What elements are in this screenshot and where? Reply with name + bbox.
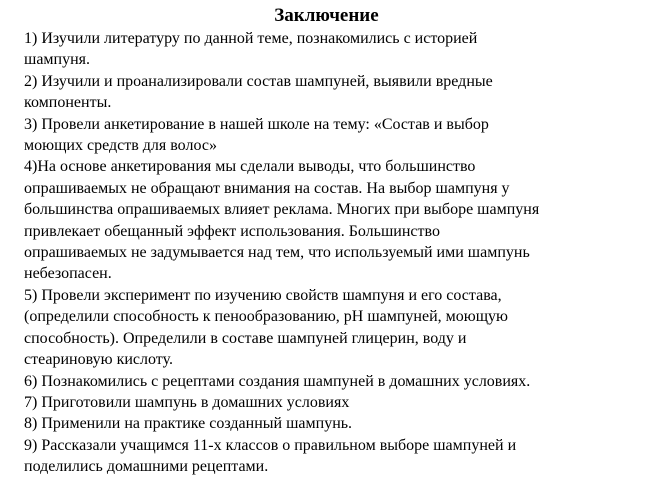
text-line: шампуня. (24, 51, 91, 69)
conclusion-item-4 (24, 156, 644, 284)
text-line: опрашиваемых не обращают внимания на состав. На выбор шампуня у (24, 179, 510, 197)
conclusion-item-1 (24, 28, 644, 71)
slide-title: Заключение (274, 5, 379, 26)
conclusion-list (24, 28, 644, 478)
text-line: небезопасен. (24, 265, 112, 283)
text-line: 3) Провели анкетирование в нашей школе на тему: «Состав и выбор (24, 115, 489, 133)
conclusion-item-2 (24, 71, 644, 114)
text-line: 7) Приготовили шампунь в домашних условиях (24, 393, 350, 411)
conclusion-item-3 (24, 114, 644, 157)
text-line: поделились домашними рецептами. (24, 458, 269, 476)
text-line: 9) Рассказали учащимся 11-х классов о правильном выборе шампуней и (24, 436, 517, 454)
conclusion-item-5 (24, 285, 644, 371)
conclusion-item-9 (24, 435, 644, 478)
text-line: 4)На основе анкетирования мы сделали выводы, что большинство (24, 158, 476, 176)
conclusion-item-8 (24, 413, 644, 434)
conclusion-item-7 (24, 392, 644, 413)
text-line: привлекает обещанный эффект использования. Большинство (24, 222, 440, 240)
text-line: моющих средств для волос» (24, 137, 217, 155)
text-line: опрашиваемых не задумывается над тем, что используемый ими шампунь (24, 244, 530, 262)
text-line: 6) Познакомились с рецептами создания шампуней в домашних условиях. (24, 372, 531, 390)
text-line: компоненты. (24, 94, 112, 112)
conclusion-item-6 (24, 371, 644, 392)
text-line: способность). Определили в составе шампуней глицерин, воду и (24, 329, 467, 347)
text-line: 5) Провели эксперимент по изучению свойств шампуня и его состава, (24, 286, 502, 304)
text-line: 8) Применили на практике созданный шампунь. (24, 415, 353, 433)
text-line: 2) Изучили и проанализировали состав шампуней, выявили вредные (24, 72, 493, 90)
text-line: (определили способность к пенообразованию, pH шампуней, моющую (24, 308, 509, 326)
text-line: большинства опрашиваемых влияет реклама. Многих при выборе шампуня (24, 201, 540, 219)
text-line: 1) Изучили литературу по данной теме, познакомились с историей (24, 30, 478, 47)
text-line: стеариновую кислоту. (24, 351, 173, 369)
